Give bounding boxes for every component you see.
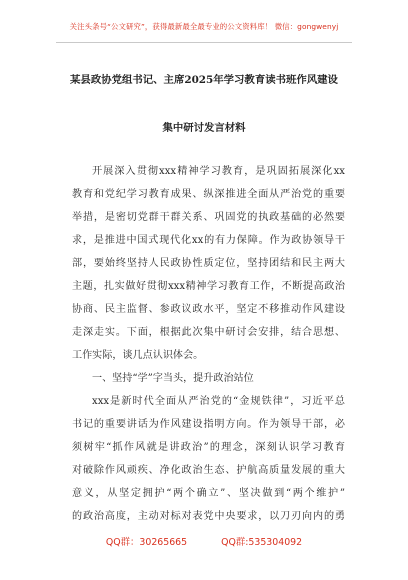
header-banner: 关注头条号“公文研究”，获得最新最全最专业的公文资料库！ 微信：gongwenyj: [69, 22, 339, 31]
body-line: 的政治高度，主动对标对表党中央要求，以刀刃向内的勇: [72, 511, 345, 522]
footer: [0, 534, 408, 548]
body-line: 工作实际，谈几点认识体会。: [72, 350, 204, 361]
body-line: 部，要始终坚持人民政协性质定位，坚持团结和民主两大: [72, 258, 345, 269]
body-line: 协商、民主监督、参政议政水平，坚定不移推动作风建设: [72, 304, 345, 315]
body-line: 主题，扎实做好贯彻xxx精神学习教育工作，不断提高政治: [72, 281, 345, 292]
body-line: 举措，是密切党群干群关系、巩固党的执政基础的必然要: [72, 212, 345, 223]
footer-qq-group-2: QQ群:535304092: [221, 537, 303, 548]
body-line: 意义，从坚定拥护“两个确立”、坚决做到“两个维护”: [72, 488, 345, 499]
document-title: 某县政协党组书记、主席2025年学习教育读书班作风建设: [70, 74, 338, 86]
body-line: xxx是新时代全面从严治党的“金规铁律”，习近平总: [92, 396, 345, 407]
body-line: 走深走实。下面，根据此次集中研讨会安排，结合思想、: [72, 327, 345, 338]
header-divider: [56, 42, 352, 43]
body-line: 教育和党纪学习教育成果、纵深推进全面从严治党的重要: [72, 189, 345, 200]
body-line: 开展深入贯彻xxx精神学习教育，是巩固拓展深化xx: [92, 166, 345, 177]
body-line: 书记的重要讲话为作风建设指明方向。作为领导干部，必: [72, 419, 345, 430]
body-line: 须树牢“抓作风就是讲政治”的理念，深刻认识学习教育: [72, 442, 345, 453]
body-line: 求，是推进中国式现代化xx的有力保障。作为政协领导干: [72, 235, 345, 246]
document-subtitle: 集中研讨发言材料: [162, 122, 246, 134]
section-heading: 一、坚持“学”字当头，提升政治站位: [92, 373, 254, 384]
footer-qq-group-1: QQ群：30265665: [105, 537, 188, 548]
body-line: 对破除作风顽疾、净化政治生态、护航高质量发展的重大: [72, 465, 345, 476]
